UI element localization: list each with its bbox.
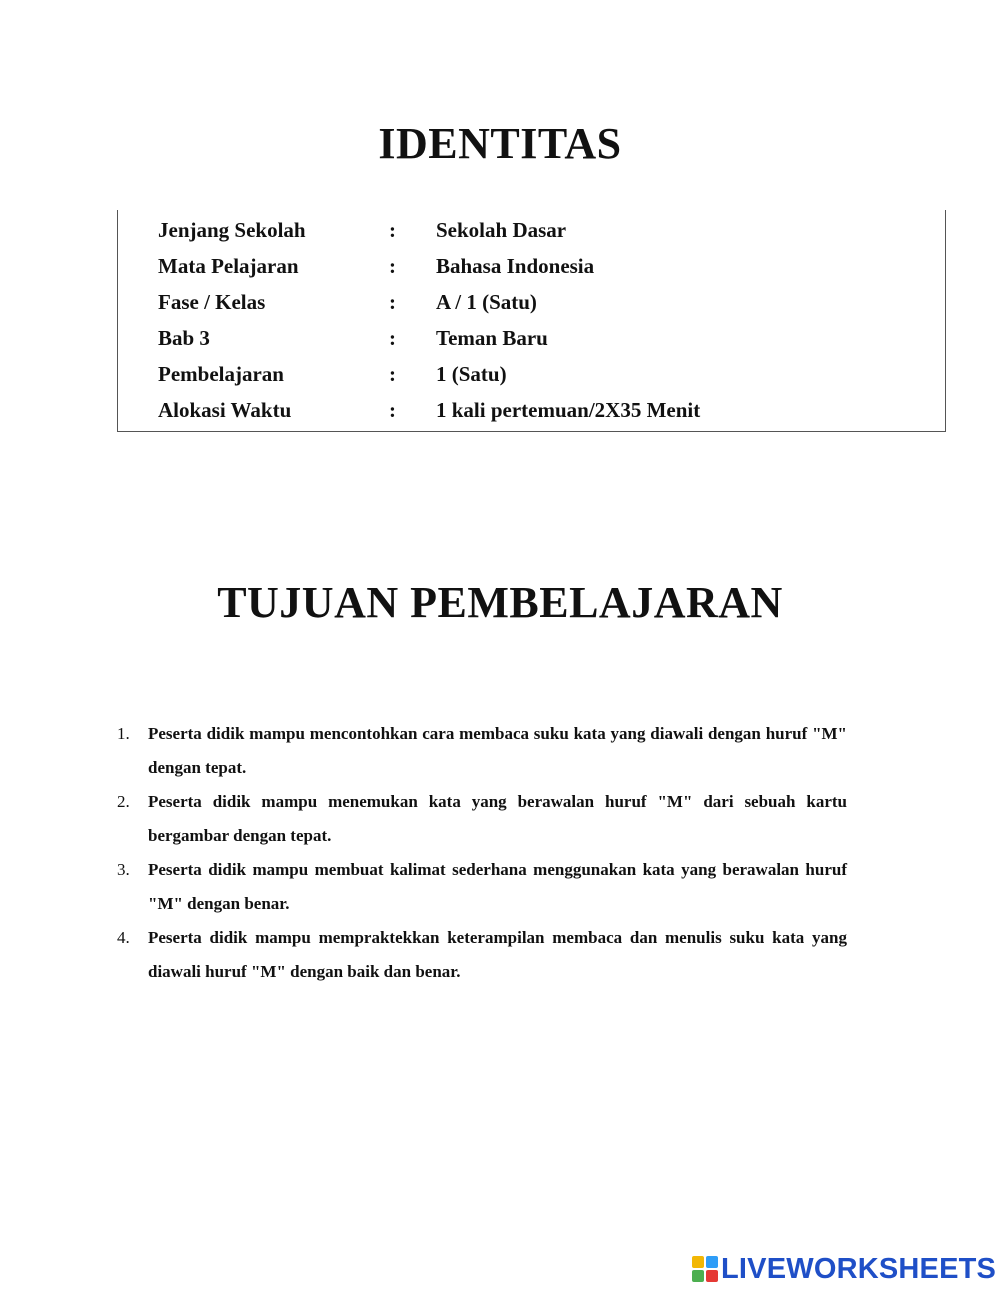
identity-row-pembelajaran (118, 356, 945, 392)
identity-value: Teman Baru (436, 326, 548, 350)
identity-value: Bahasa Indonesia (436, 254, 595, 278)
identity-value: 1 (Satu) (436, 362, 507, 386)
objective-number: 3. (117, 860, 130, 879)
objective-text: Peserta didik mampu menemukan kata yang berawalan huruf "M" dari sebuah kartu bergambar dengan tepat. (148, 792, 847, 845)
identity-colon: : (389, 362, 396, 386)
identity-row-bab (118, 320, 945, 356)
liveworksheets-brand[interactable] (692, 1252, 996, 1286)
identity-label: Bab 3 (158, 326, 210, 350)
identity-label: Mata Pelajaran (158, 254, 299, 278)
identity-colon: : (389, 254, 396, 278)
identity-row-fase (118, 284, 945, 320)
identity-label: Fase / Kelas (158, 290, 266, 314)
identity-row-alokasi (118, 392, 945, 428)
identity-label: Alokasi Waktu (158, 398, 292, 422)
identity-table (117, 210, 946, 432)
identity-value: 1 kali pertemuan/2X35 Menit (436, 398, 701, 422)
identity-value: A / 1 (Satu) (436, 290, 537, 314)
objective-item (117, 853, 847, 921)
objective-number: 2. (117, 792, 130, 811)
objective-text: Peserta didik mampu membuat kalimat sederhana menggunakan kata yang berawalan huruf "M" dengan benar. (148, 860, 847, 913)
identity-label: Jenjang Sekolah (158, 218, 306, 242)
objective-number: 4. (117, 928, 130, 947)
objective-number: 1. (117, 724, 130, 743)
objectives-list (117, 717, 847, 989)
identity-colon: : (389, 218, 396, 242)
logo-square-yellow (692, 1256, 704, 1268)
identity-row-mapel (118, 248, 945, 284)
objective-item (117, 921, 847, 989)
logo-square-blue (706, 1256, 718, 1268)
objective-item (117, 717, 847, 785)
identity-row-jenjang (118, 212, 945, 248)
tujuan-title: TUJUAN PEMBELAJARAN (217, 578, 783, 627)
objective-text: Peserta didik mampu mencontohkan cara membaca suku kata yang diawali dengan huruf "M" dengan tepat. (148, 724, 847, 777)
identity-colon: : (389, 290, 396, 314)
identity-label: Pembelajaran (158, 362, 284, 386)
identity-value: Sekolah Dasar (436, 218, 567, 242)
objective-item (117, 785, 847, 853)
logo-square-green (692, 1270, 704, 1282)
liveworksheets-logo-icon (692, 1256, 718, 1282)
objective-text: Peserta didik mampu mempraktekkan keterampilan membaca dan menulis suku kata yang diawali huruf "M" dengan baik dan benar. (148, 928, 847, 981)
logo-square-red (706, 1270, 718, 1282)
identity-colon: : (389, 326, 396, 350)
identitas-title: IDENTITAS (378, 119, 622, 168)
identity-colon: : (389, 398, 396, 422)
brand-name: LIVEWORKSHEETS (721, 1252, 997, 1285)
